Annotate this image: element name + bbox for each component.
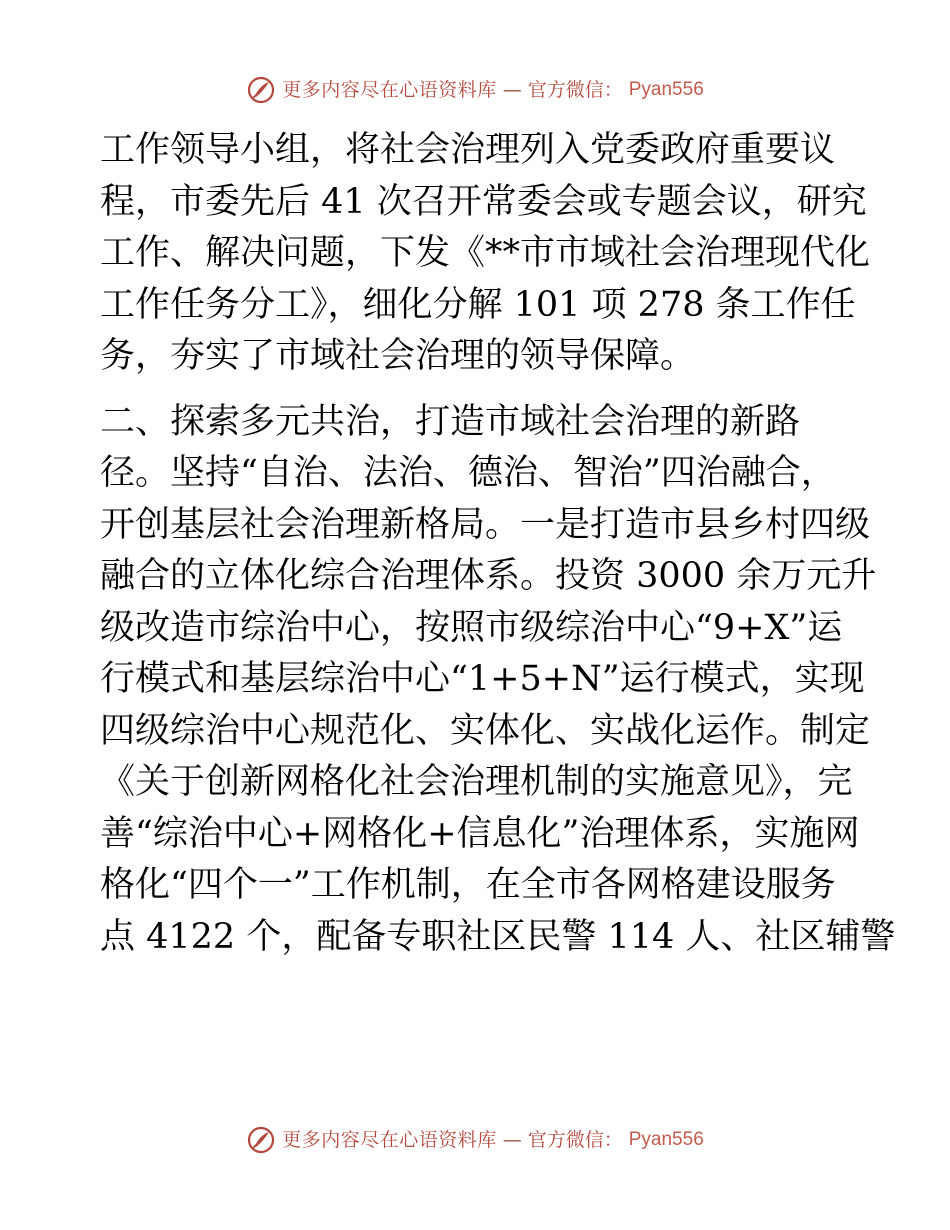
watermark-separator: — <box>502 79 522 101</box>
text-line: 径。坚持“自治、法治、德治、智治”四治融合， <box>100 453 836 493</box>
text-line: 工作、解决问题，下发《**市市域社会治理现代化 <box>100 233 871 273</box>
text-line: 程，市委先后 41 次召开常委会或专题会议，研究 <box>100 181 867 222</box>
feather-logo-icon <box>246 1125 276 1155</box>
paragraph-spacer <box>100 383 860 397</box>
watermark-separator: — <box>502 1129 522 1151</box>
text-line: 善“综治中心+网格化+信息化”治理体系，实施网 <box>100 813 860 854</box>
watermark-wechat-id: Pyan556 <box>628 1129 704 1150</box>
text-line: 行模式和基层综治中心“1+5+N”运行模式，实现 <box>100 659 865 699</box>
text-line: 工作领导小组，将社会治理列入党委政府重要议 <box>100 130 836 170</box>
footer-watermark <box>0 1125 950 1155</box>
watermark-wechat-id: Pyan556 <box>628 79 704 100</box>
paragraph <box>100 397 896 964</box>
text-line: 《关于创新网格化社会治理机制的实施意见》，完 <box>100 762 853 802</box>
paragraph <box>100 125 871 383</box>
feather-logo-icon <box>246 75 276 105</box>
text-line: 二、探索多元共治，打造市域社会治理的新路 <box>100 401 801 442</box>
text-line: 务，夯实了市域社会治理的领导保障。 <box>100 336 696 376</box>
watermark-site-name: 更多内容尽在心语资料库 <box>282 1129 497 1151</box>
text-line: 融合的立体化综合治理体系。投资 3000 余万元升 <box>100 556 877 596</box>
header-watermark <box>0 75 950 105</box>
text-line: 开创基层社会治理新格局。一是打造市县乡村四级 <box>100 504 871 545</box>
watermark-wechat-label: 官方微信： <box>527 79 623 101</box>
text-line: 四级综治中心规范化、实体化、实战化运作。制定 <box>100 710 871 751</box>
watermark-site-name: 更多内容尽在心语资料库 <box>282 79 497 101</box>
text-line: 格化“四个一”工作机制，在全市各网格建设服务 <box>100 865 836 905</box>
body-text <box>100 125 896 963</box>
text-line: 工作任务分工》，细化分解 101 项 278 条工作任 <box>100 284 856 325</box>
text-line: 点 4122 个，配备专职社区民警 114 人、社区辅警 <box>100 916 896 957</box>
watermark-wechat-label: 官方微信： <box>527 1129 623 1151</box>
text-line: 级改造市综治中心，按照市级综治中心“9+X”运 <box>100 607 843 648</box>
